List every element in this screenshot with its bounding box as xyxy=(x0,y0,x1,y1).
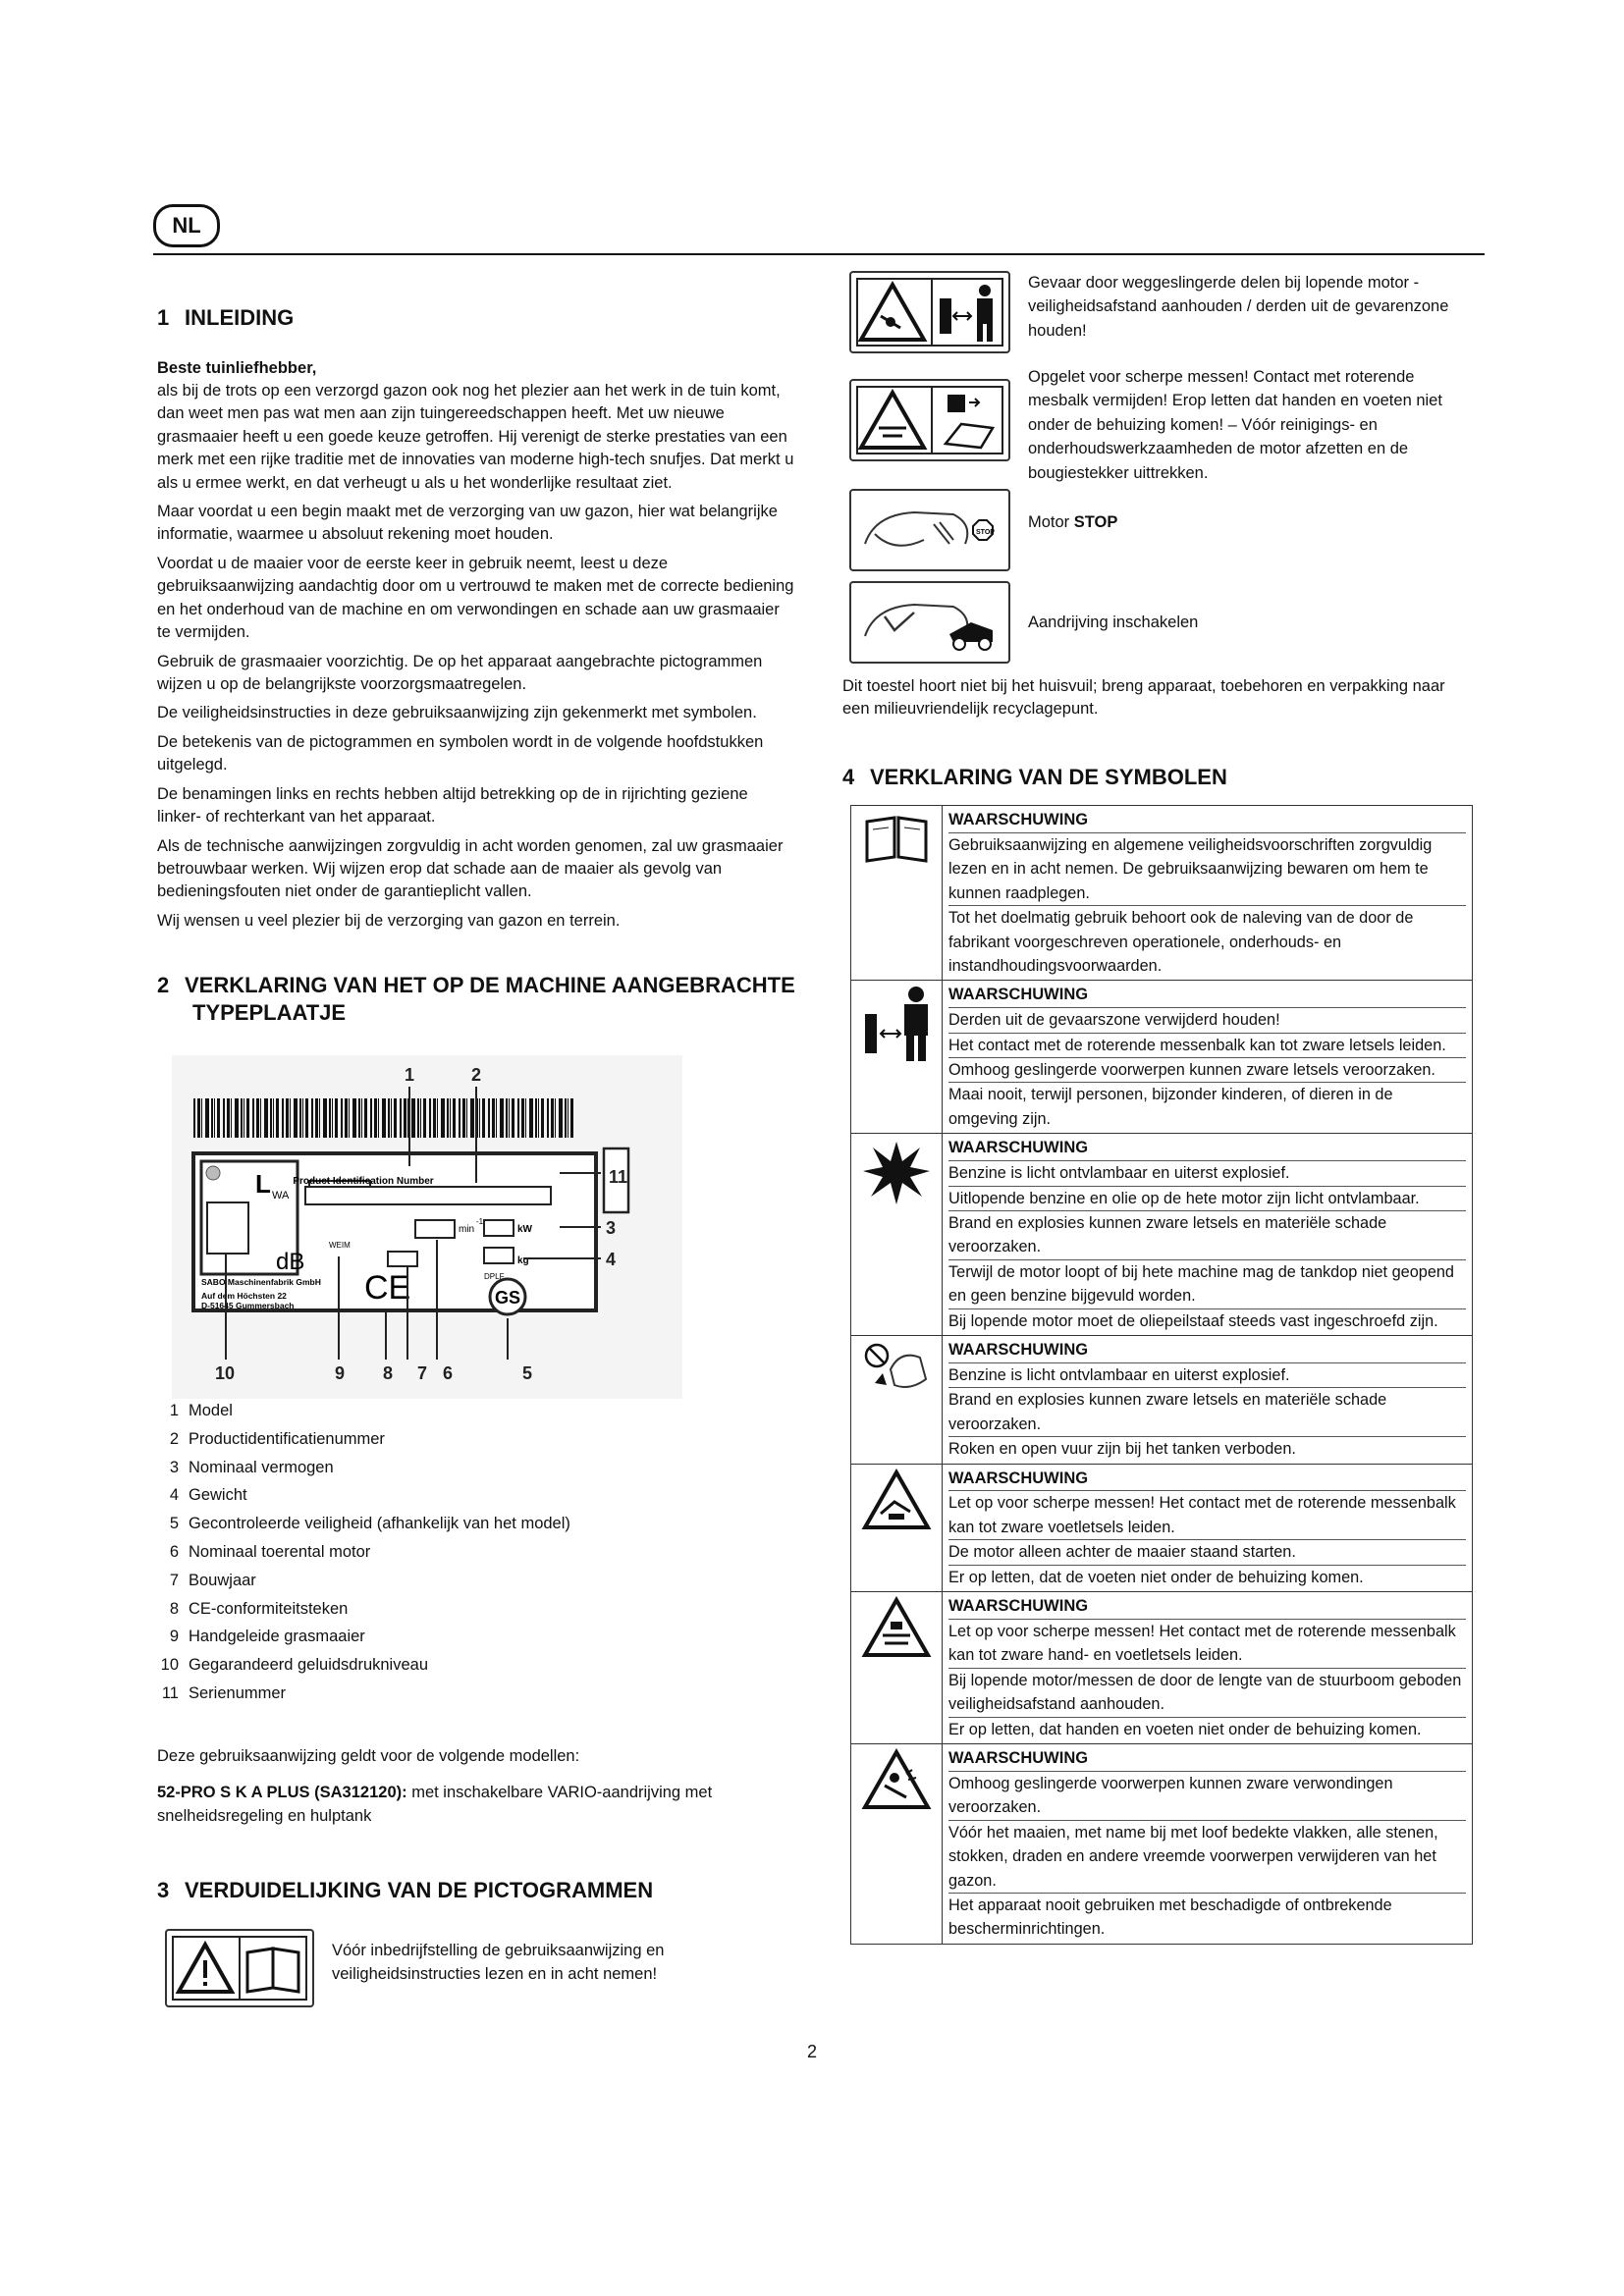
legend-label: Gewicht xyxy=(189,1486,247,1505)
warning-line: Benzine is licht ontvlambaar en uiterst explosief. xyxy=(948,1363,1466,1388)
manufacturer-name: SABO Maschinenfabrik GmbH xyxy=(201,1277,321,1287)
legend-number: 6 xyxy=(169,1542,179,1561)
warning-text-cell xyxy=(943,1744,1473,1945)
barcode-bar xyxy=(559,1098,563,1138)
legend-label: CE-conformiteitsteken xyxy=(189,1599,349,1618)
barcode-bar xyxy=(441,1098,445,1138)
type-plate-diagram xyxy=(172,1055,682,1399)
pictogram-thrown-objects xyxy=(849,271,1470,353)
legend-label: Serienummer xyxy=(189,1683,287,1702)
legend-item xyxy=(157,1682,766,1711)
dplf-label: DPLF xyxy=(484,1272,505,1281)
barcode-bar xyxy=(256,1098,259,1138)
barcode-bar xyxy=(509,1098,510,1138)
barcode-bar xyxy=(223,1098,225,1138)
barcode-bar xyxy=(214,1098,215,1138)
barcode-bar xyxy=(231,1098,232,1138)
kg-label: kg xyxy=(517,1255,529,1266)
warning-title: WAARSCHUWING xyxy=(948,1467,1466,1492)
intro-paragraph: Als de technische aanwijzingen zorgvuldig in acht worden genomen, zal uw grasmaaier betrouwbaar werken. Wij wijzen erop dat schade aan de maaier als gevolg van bedieningsfouten niet onder de garantieplicht vallen. xyxy=(157,836,784,901)
no-smoking-fueling-icon xyxy=(851,1336,943,1465)
callout-11: 11 xyxy=(609,1167,628,1187)
callout-4: 4 xyxy=(606,1250,617,1269)
warning-line: Uitlopende benzine en olie op de hete motor zijn licht ontvlambaar. xyxy=(948,1187,1466,1211)
warning-line: De motor alleen achter de maaier staand starten. xyxy=(948,1540,1466,1565)
legend-label: Productidentificatienummer xyxy=(189,1429,385,1448)
barcode-bar xyxy=(352,1098,356,1138)
barcode-bar xyxy=(404,1098,406,1138)
legend-number: 1 xyxy=(169,1402,179,1419)
section-3-heading: 3 VERDUIDELIJKING VAN DE PICTOGRAMMEN xyxy=(157,1878,654,1902)
barcode-bar xyxy=(217,1098,220,1138)
barcode-bar xyxy=(273,1098,274,1138)
motor-stop-text: Motor STOP xyxy=(1028,513,1118,531)
barcode-bar xyxy=(462,1098,465,1138)
section-pictogrammen xyxy=(157,1877,785,1904)
warning-title: WAARSCHUWING xyxy=(948,1594,1466,1620)
warning-title: WAARSCHUWING xyxy=(948,983,1466,1008)
warning-text-cell xyxy=(943,1464,1473,1592)
legend-number: 10 xyxy=(160,1656,179,1675)
barcode-bar xyxy=(241,1098,243,1138)
pictogram-engage-drive xyxy=(849,581,1198,664)
section-typeplaatje xyxy=(157,972,805,1026)
barcode-bar xyxy=(459,1098,460,1138)
barcode-bar xyxy=(529,1098,533,1138)
warning-line: Maai nooit, terwijl personen, bijzonder kinderen, of dieren in de omgeving zijn. xyxy=(948,1086,1393,1128)
callout-6: 6 xyxy=(443,1363,454,1383)
warning-line: Er op letten, dat handen en voeten niet onder de behuizing komen. xyxy=(948,1720,1422,1738)
warning-title: WAARSCHUWING xyxy=(948,1338,1466,1363)
models-block xyxy=(157,1745,746,1834)
barcode-bar xyxy=(411,1098,415,1138)
explosion-icon xyxy=(851,1134,943,1336)
barcode-bar xyxy=(205,1098,209,1138)
thrown-objects-text: Gevaar door weggeslingerde delen bij lopende motor - veiligheidsafstand aanhouden / derden uit de gevarenzone houden! xyxy=(1028,274,1449,340)
section-2-heading: 2 VERKLARING VAN HET OP DE MACHINE AANGEBRACHTE TYPEPLAATJE xyxy=(157,973,795,1025)
callout-3: 3 xyxy=(606,1218,617,1238)
min-label: min xyxy=(459,1224,475,1235)
barcode-bar xyxy=(305,1098,308,1138)
barcode-bar xyxy=(447,1098,449,1138)
warning-line: Tot het doelmatig gebruik behoort ook de naleving van de door de fabrikant voorgeschreven operationele, onderhouds- en instandhoudingsvoorwaarden. xyxy=(948,909,1414,975)
barcode-bar xyxy=(282,1098,284,1138)
legend-number: 7 xyxy=(169,1571,179,1589)
warning-row xyxy=(851,1336,1473,1465)
barcode-bar xyxy=(423,1098,426,1138)
barcode-bar xyxy=(246,1098,249,1138)
legend-label: Handgeleide grasmaaier xyxy=(189,1628,365,1646)
warning-text-cell xyxy=(943,1592,1473,1744)
stop-sign-label: STOP xyxy=(976,529,995,536)
barcode-bar xyxy=(521,1098,524,1138)
section-inleiding xyxy=(157,304,795,938)
barcode-bar xyxy=(394,1098,397,1138)
barcode-bar xyxy=(453,1098,456,1138)
models-intro: Deze gebruiksaanwijzing geldt voor de volgende modellen: xyxy=(157,1747,580,1765)
db-label: dB xyxy=(276,1249,305,1275)
barcode-bar xyxy=(332,1098,333,1138)
barcode-bar xyxy=(466,1098,467,1138)
warning-text-cell xyxy=(943,981,1473,1134)
legend-number: 4 xyxy=(169,1486,179,1505)
warning-title: WAARSCHUWING xyxy=(948,808,1466,833)
barcode-bar xyxy=(433,1098,436,1138)
model-name: 52-PRO S K A PLUS (SA312120): xyxy=(157,1784,407,1802)
keep-distance-icon xyxy=(851,981,943,1134)
barcode-bar xyxy=(506,1098,508,1138)
barcode-bar xyxy=(260,1098,261,1138)
barcode-bar xyxy=(270,1098,272,1138)
barcode-bar xyxy=(525,1098,526,1138)
intro-paragraph: Gebruik de grasmaaier voorzichtig. De op het apparaat aangebrachte pictogrammen wijzen u op de belangrijkste voorzorgsmaatregelen. xyxy=(157,652,763,693)
warning-row xyxy=(851,1464,1473,1592)
barcode-bar xyxy=(294,1098,298,1138)
barcode-bar xyxy=(437,1098,438,1138)
engage-drive-pictogram xyxy=(849,581,1010,664)
legend-number: 8 xyxy=(169,1599,179,1618)
barcode-bar xyxy=(349,1098,350,1138)
barcode-bar xyxy=(538,1098,539,1138)
barcode-bar xyxy=(517,1098,519,1138)
intro-paragraph: De benamingen links en rechts hebben altijd betrekking op de in rijrichting geziene linker- of rechterkant van het apparaat. xyxy=(157,784,748,827)
warning-line: Roken en open vuur zijn bij het tanken verboden. xyxy=(948,1440,1296,1459)
legend-item xyxy=(157,1654,766,1682)
warning-line: Bij lopende motor moet de oliepeilstaaf steeds vast ingeschroefd zijn. xyxy=(948,1311,1438,1330)
warning-text-cell xyxy=(943,1134,1473,1336)
barcode-bar xyxy=(341,1098,343,1138)
warning-line: Het contact met de roterende messenbalk kan tot zware letsels leiden. xyxy=(948,1034,1466,1058)
callout-5: 5 xyxy=(522,1363,533,1383)
callout-2: 2 xyxy=(471,1065,482,1085)
barcode-bar xyxy=(302,1098,303,1138)
warning-line: Er op letten, dat de voeten niet onder de behuizing komen. xyxy=(948,1568,1364,1586)
legend-item xyxy=(157,1626,766,1654)
pictogram-sharp-blades xyxy=(849,365,1470,485)
barcode-bar xyxy=(323,1098,327,1138)
barcode-bar xyxy=(388,1098,390,1138)
barcode-bar xyxy=(252,1098,254,1138)
barcode-bar xyxy=(264,1098,268,1138)
callout-10: 10 xyxy=(215,1363,236,1383)
barcode-bar xyxy=(400,1098,402,1138)
intro-paragraph: als bij de trots op een verzorgd gazon ook nog het plezier aan het werk in de tuin komt, dan weet men pas wat men aan zijn tuingereedschappen heeft. Met uw nieuwe grasmaaier heeft u een goede keuze getroffen. Hij verenigt de sterke prestaties van een merk met een rijke traditie met de innovaties van moderne high-tech snufjes. Dat merkt u als u ermee werkt, en dat verheugt u als u het wonderlijke resultaat ziet. xyxy=(157,381,794,492)
warning-line: Let op voor scherpe messen! Het contact met de roterende messenbalk kan tot zware hand- en voetletsels leiden. xyxy=(948,1620,1466,1669)
legend-item xyxy=(157,1400,766,1428)
barcode-bar xyxy=(535,1098,537,1138)
barcode-bar xyxy=(382,1098,386,1138)
barcode-bar xyxy=(193,1098,195,1138)
barcode-bar xyxy=(492,1098,495,1138)
barcode-bar xyxy=(227,1098,230,1138)
barcode-bar xyxy=(555,1098,556,1138)
barcode-bar xyxy=(482,1098,485,1138)
manufacturer-address-2: D-51645 Gummersbach xyxy=(201,1301,295,1310)
barcode-bar xyxy=(361,1098,362,1138)
salutation: Beste tuinliefhebber, xyxy=(157,358,317,377)
warning-line: Bij lopende motor/messen de door de lengte van de stuurboom geboden veiligheidsafstand aanhouden. xyxy=(948,1669,1466,1718)
warning-text-cell xyxy=(943,806,1473,981)
page-number: 2 xyxy=(806,2042,817,2061)
warning-line: Benzine is licht ontvlambaar en uiterst explosief. xyxy=(948,1161,1466,1186)
sharp-blades-text: Opgelet voor scherpe messen! Contact met roterende mesbalk vermijden! Erop letten dat handen en voeten niet onder de behuizing komen! – Vóór reinigings- en onderhoudswerkzaamheden de motor afzetten en de bougiestekker uittrekken. xyxy=(1028,368,1442,482)
warning-line: Derden uit de gevaarszone verwijderd houden! xyxy=(948,1008,1466,1033)
legend-item xyxy=(157,1513,766,1541)
section-1-heading: 1 INLEIDING xyxy=(157,305,295,330)
barcode-bar xyxy=(420,1098,421,1138)
barcode-bar xyxy=(417,1098,419,1138)
type-plate-legend xyxy=(157,1400,766,1711)
legend-item xyxy=(157,1484,766,1513)
callout-1: 1 xyxy=(405,1065,415,1085)
barcode-bar xyxy=(512,1098,514,1138)
legend-item xyxy=(157,1428,766,1457)
barcode-bar xyxy=(335,1098,338,1138)
barcode-bar xyxy=(391,1098,392,1138)
manufacturer-address-1: Auf dem Höchsten 22 xyxy=(201,1291,287,1301)
thrown-objects-pictogram xyxy=(849,271,1010,353)
legend-label: Gegarandeerd geluidsdrukniveau xyxy=(189,1656,429,1675)
language-badge: NL xyxy=(153,204,220,247)
legend-number: 9 xyxy=(169,1628,179,1646)
min-superscript: -1 xyxy=(476,1217,484,1226)
barcode-bar xyxy=(290,1098,291,1138)
warning-row xyxy=(851,806,1473,981)
sharp-blades-pictogram xyxy=(849,379,1010,461)
pictogram-read-manual xyxy=(165,1929,666,2007)
warning-line: Terwijl de motor loopt of bij hete machine mag de tankdop niet geopend en geen benzine bijgevuld worden. xyxy=(948,1260,1466,1309)
barcode-bar xyxy=(450,1098,451,1138)
barcode-bar xyxy=(201,1098,202,1138)
barcode-bar xyxy=(370,1098,372,1138)
warning-line: Gebruiksaanwijzing en algemene veiligheidsvoorschriften zorgvuldig lezen en in acht nemen. De gebruiksaanwijzing bewaren om hem te kunnen raadplegen. xyxy=(948,833,1466,906)
gs-mark: GS xyxy=(495,1288,521,1308)
intro-paragraph: Voordat u de maaier voor de eerste keer in gebruik neemt, leest u deze gebruiksaanwijzing aandachtig door om u vertrouwd te maken met de correcte bediening en het onderhoud van de machine en om verwondingen en schade aan uw grasmaaier te vermijden. xyxy=(157,554,794,642)
barcode-bar xyxy=(541,1098,544,1138)
legend-item xyxy=(157,1598,766,1627)
warning-line: Omhoog geslingerde voorwerpen kunnen zware letsels veroorzaken. xyxy=(948,1058,1466,1083)
barcode-bar xyxy=(378,1098,379,1138)
legend-item xyxy=(157,1570,766,1598)
barcode-bar xyxy=(479,1098,480,1138)
warning-line: Vóór het maaien, met name bij met loof bedekte vlakken, alle stenen, stokken, draden en andere vreemde voorwerpen verwijderen van het gazon. xyxy=(948,1821,1466,1894)
intro-paragraph: Maar voordat u een begin maakt met de verzorging van uw gazon, hier wat belangrijke informatie, waarmee u absoluut rekening moet houden. xyxy=(157,503,778,544)
intro-paragraph: De veiligheidsinstructies in deze gebruiksaanwijzing zijn gekenmerkt met symbolen. xyxy=(157,704,757,722)
barcode-bar xyxy=(311,1098,313,1138)
barcode-bar xyxy=(570,1098,573,1138)
legend-label: Gecontroleerde veiligheid (afhankelijk van het model) xyxy=(189,1515,570,1533)
barcode-bar xyxy=(488,1098,490,1138)
intro-paragraph: Wij wensen u veel plezier bij de verzorging van gazon en terrein. xyxy=(157,911,621,930)
barcode-bar xyxy=(319,1098,320,1138)
legend-number: 5 xyxy=(169,1515,179,1533)
barcode-bar xyxy=(345,1098,348,1138)
manual-book-icon xyxy=(851,806,943,981)
barcode-bar xyxy=(299,1098,301,1138)
disposal-note: Dit toestel hoort niet bij het huisvuil; breng apparaat, toebehoren en verpakking naar een milieuvriendelijk recyclagepunt. xyxy=(842,677,1445,719)
legend-label: Model xyxy=(189,1402,233,1419)
barcode-bar xyxy=(496,1098,497,1138)
legend-item xyxy=(157,1541,766,1570)
read-manual-text: Vóór inbedrijfstelling de gebruiksaanwijzing en veiligheidsinstructies lezen en in acht nemen! xyxy=(332,1942,665,1984)
barcode-bar xyxy=(470,1098,474,1138)
warning-row xyxy=(851,1592,1473,1744)
callout-8: 8 xyxy=(383,1363,394,1383)
read-manual-pictogram xyxy=(165,1929,314,2007)
ce-mark: CE xyxy=(364,1269,411,1307)
lwa-subscript: WA xyxy=(272,1190,290,1201)
hand-blade-warning-icon xyxy=(851,1592,943,1744)
barcode-bar xyxy=(429,1098,431,1138)
thrown-objects-warning-icon xyxy=(851,1744,943,1945)
barcode-bar xyxy=(374,1098,377,1138)
warning-row xyxy=(851,981,1473,1134)
legend-item xyxy=(157,1457,766,1485)
warning-line: Brand en explosies kunnen zware letsels en materiële schade veroorzaken. xyxy=(948,1211,1466,1260)
lwa-symbol: L xyxy=(255,1169,271,1199)
barcode-bar xyxy=(276,1098,279,1138)
callout-7: 7 xyxy=(417,1363,428,1383)
warnings-table xyxy=(850,805,1473,1945)
warning-line: Brand en explosies kunnen zware letsels en materiële schade veroorzaken. xyxy=(948,1388,1466,1437)
barcode-bar xyxy=(235,1098,239,1138)
foot-blade-warning-icon xyxy=(851,1464,943,1592)
barcode-bar xyxy=(551,1098,554,1138)
warning-title: WAARSCHUWING xyxy=(948,1136,1466,1161)
warning-line: Let op voor scherpe messen! Het contact met de roterende messenbalk kan tot zware voetletsels leiden. xyxy=(948,1491,1466,1540)
weim-label: WEIM xyxy=(329,1241,351,1250)
product-id-label: Product Identification Number xyxy=(293,1176,434,1187)
warning-text-cell xyxy=(943,1336,1473,1465)
warning-row xyxy=(851,1134,1473,1336)
barcode-bar xyxy=(547,1098,549,1138)
warning-line: Omhoog geslingerde voorwerpen kunnen zware verwondingen veroorzaken. xyxy=(948,1772,1466,1821)
kw-label: kW xyxy=(517,1224,532,1235)
barcode-bar xyxy=(565,1098,567,1138)
model-description: met inschakelbare VARIO-aandrijving met snelheidsregeling en hulptank xyxy=(157,1784,713,1825)
legend-label: Nominaal vermogen xyxy=(189,1458,334,1476)
barcode-bar xyxy=(211,1098,213,1138)
barcode-bar xyxy=(500,1098,504,1138)
intro-paragraph: De betekenis van de pictogrammen en symbolen wordt in de volgende hoofdstukken uitgelegd. xyxy=(157,732,764,774)
legend-number: 3 xyxy=(169,1458,179,1476)
motor-stop-pictogram xyxy=(849,489,1010,571)
barcode-bar xyxy=(358,1098,360,1138)
barcode-bar xyxy=(315,1098,318,1138)
barcode-bar xyxy=(197,1098,200,1138)
legend-number: 2 xyxy=(169,1429,179,1448)
legend-label: Nominaal toerental motor xyxy=(189,1542,371,1561)
barcode-bar xyxy=(286,1098,289,1138)
legend-label: Bouwjaar xyxy=(189,1571,256,1589)
section-symbolen xyxy=(842,764,1471,791)
legend-number: 11 xyxy=(161,1683,179,1702)
warning-title: WAARSCHUWING xyxy=(948,1746,1466,1772)
barcode-bar xyxy=(364,1098,367,1138)
warning-line: Het apparaat nooit gebruiken met beschadigde of ontbrekende bescherminrichtingen. xyxy=(948,1896,1392,1939)
callout-9: 9 xyxy=(335,1363,346,1383)
barcode-bar xyxy=(329,1098,331,1138)
section-4-heading: 4 VERKLARING VAN DE SYMBOLEN xyxy=(842,765,1227,789)
pictogram-motor-stop xyxy=(849,489,1117,571)
warning-row xyxy=(851,1744,1473,1945)
barcode-bar xyxy=(407,1098,408,1138)
header-rule xyxy=(153,253,1485,255)
engage-drive-text: Aandrijving inschakelen xyxy=(1028,614,1199,631)
